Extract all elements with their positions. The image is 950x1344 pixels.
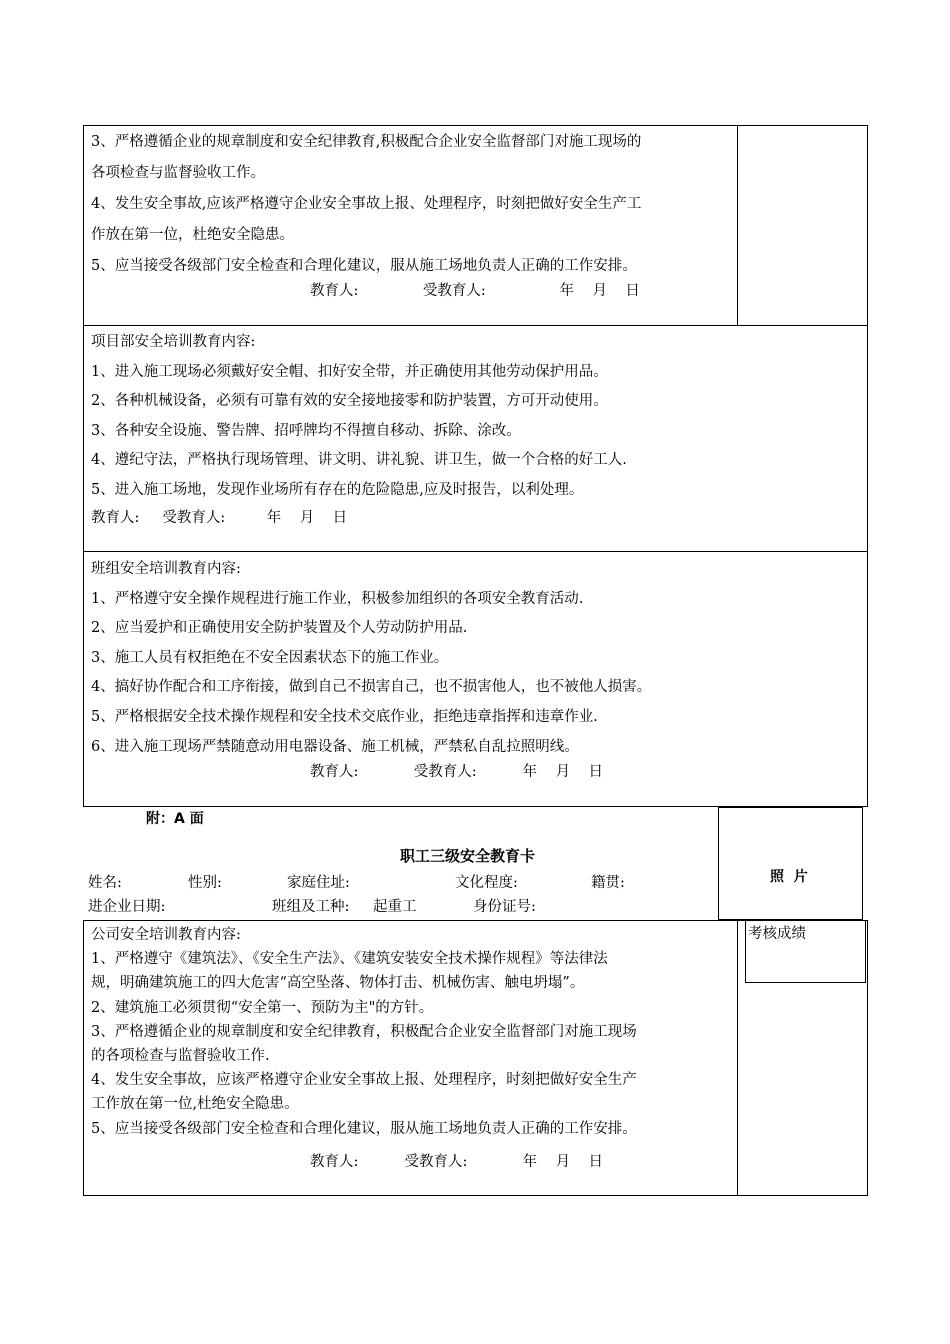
native-place-field: 籍贯: — [591, 875, 625, 891]
company-training — [91, 923, 637, 1141]
card-title: 职工三级安全教育卡 — [400, 847, 536, 865]
signature-line: 教育人: 受教育人: 年 月 日 — [310, 283, 640, 299]
content-line: 3、严格遵循企业的规章制度和安全纪律教育,积极配合企业安全监督部门对施工现场的 — [91, 134, 642, 150]
team-job-value: 起重工 — [373, 899, 417, 915]
address-field: 家庭住址: — [287, 875, 350, 891]
content-line: 3、施工人员有权拒绝在不安全因素状态下的施工作业。 — [91, 649, 449, 666]
id-number-field: 身份证号: — [473, 899, 536, 915]
content-line: 1、严格遵守《建筑法》、《安全生产法》、《建筑安装安全技术操作规程》等法律法 — [91, 951, 608, 968]
content-line: 班组安全培训教育内容: — [91, 561, 241, 577]
lower-table-column-divider — [737, 920, 738, 1196]
content-line: 1、严格遵守安全操作规程进行施工作业，积极参加组织的各项安全教育活动. — [91, 590, 584, 607]
name-field: 姓名: — [88, 875, 122, 891]
team-job-label: 班组及工种: — [272, 899, 350, 915]
score-label: 考核成绩 — [748, 926, 806, 942]
content-line: 公司安全培训教育内容: — [91, 927, 241, 943]
content-line: 3、严格遵循企业的规章制度和安全纪律教育，积极配合企业安全监督部门对施工现场 — [91, 1023, 637, 1040]
attachment-label: 附：A 面 — [146, 811, 204, 827]
upper-table-row-divider-1 — [83, 325, 868, 326]
team-training — [91, 555, 651, 762]
content-line: 项目部安全培训教育内容: — [91, 334, 256, 350]
signature-line: 教育人: 受教育人: 年 月 日 — [91, 510, 348, 526]
photo-box — [718, 807, 863, 920]
gender-field: 性别: — [188, 875, 222, 891]
content-line: 作放在第一位，杜绝安全隐患。 — [91, 227, 294, 243]
content-line: 2、建筑施工必须贯彻“安全第一、预防为主"的方针。 — [91, 999, 434, 1016]
signature-line: 教育人: 受教育人: 年 月 日 — [310, 1154, 604, 1170]
content-line: 2、应当爱护和正确使用安全防护装置及个人劳动防护用品. — [91, 620, 468, 637]
content-line: 的各项检查与监督验收工作. — [91, 1048, 270, 1065]
project-dept-training — [91, 328, 627, 506]
content-line: 4、发生安全事故,应该严格遵守企业安全事故上报、处理程序，时刻把做好安全生产工 — [91, 196, 642, 212]
photo-label: 照 片 — [770, 869, 808, 885]
content-line: 3、各种安全设施、警告牌、招呼牌均不得擅自移动、拆除、涂改。 — [91, 422, 521, 439]
content-line: 2、各种机械设备，必须有可靠有效的安全接地接零和防护装置，方可开动使用。 — [91, 393, 608, 410]
content-line: 1、进入施工现场必须戴好安全帽、扣好安全带，并正确使用其他劳动保护用品。 — [91, 363, 608, 380]
content-line: 4、遵纪守法，严格执行现场管理、讲文明、讲礼貌、讲卫生，做一个合格的好工人. — [91, 452, 627, 469]
signature-line: 教育人: 受教育人: 年 月 日 — [310, 764, 604, 780]
content-line: 6、进入施工现场严禁随意动用电器设备、施工机械，严禁私自乱拉照明线。 — [91, 738, 579, 755]
join-date-field: 进企业日期: — [88, 899, 166, 915]
upper-table-row-divider-2 — [83, 551, 868, 552]
content-line: 5、进入施工场地，发现作业场所有存在的危险隐患,应及时报告，以利处理。 — [91, 481, 584, 498]
upper-table-right-column-divider — [737, 125, 738, 325]
content-line: 4、发生安全事故，应该严格遵守企业安全事故上报、处理程序，时刻把做好安全生产 — [91, 1072, 637, 1089]
content-line: 规，明确建筑施工的四大危害“高空坠落、物体打击、机械伤害、触电坍塌”。 — [91, 975, 585, 992]
company-training-continued — [91, 127, 641, 282]
content-line: 工作放在第一位,杜绝安全隐患。 — [91, 1096, 299, 1113]
content-line: 5、应当接受各级部门安全检查和合理化建议，服从施工场地负责人正确的工作安排。 — [91, 1120, 637, 1137]
content-line: 5、应当接受各级部门安全检查和合理化建议，服从施工场地负责人正确的工作安排。 — [91, 258, 637, 274]
content-line: 5、严格根据安全技术操作规程和安全技术交底作业，拒绝违章指挥和违章作业. — [91, 708, 598, 725]
content-line: 各项检查与监督验收工作。 — [91, 165, 265, 181]
content-line: 4、搞好协作配合和工序衔接，做到自己不损害自己，也不损害他人，也不被他人损害。 — [91, 679, 652, 696]
education-field: 文化程度: — [455, 875, 518, 891]
